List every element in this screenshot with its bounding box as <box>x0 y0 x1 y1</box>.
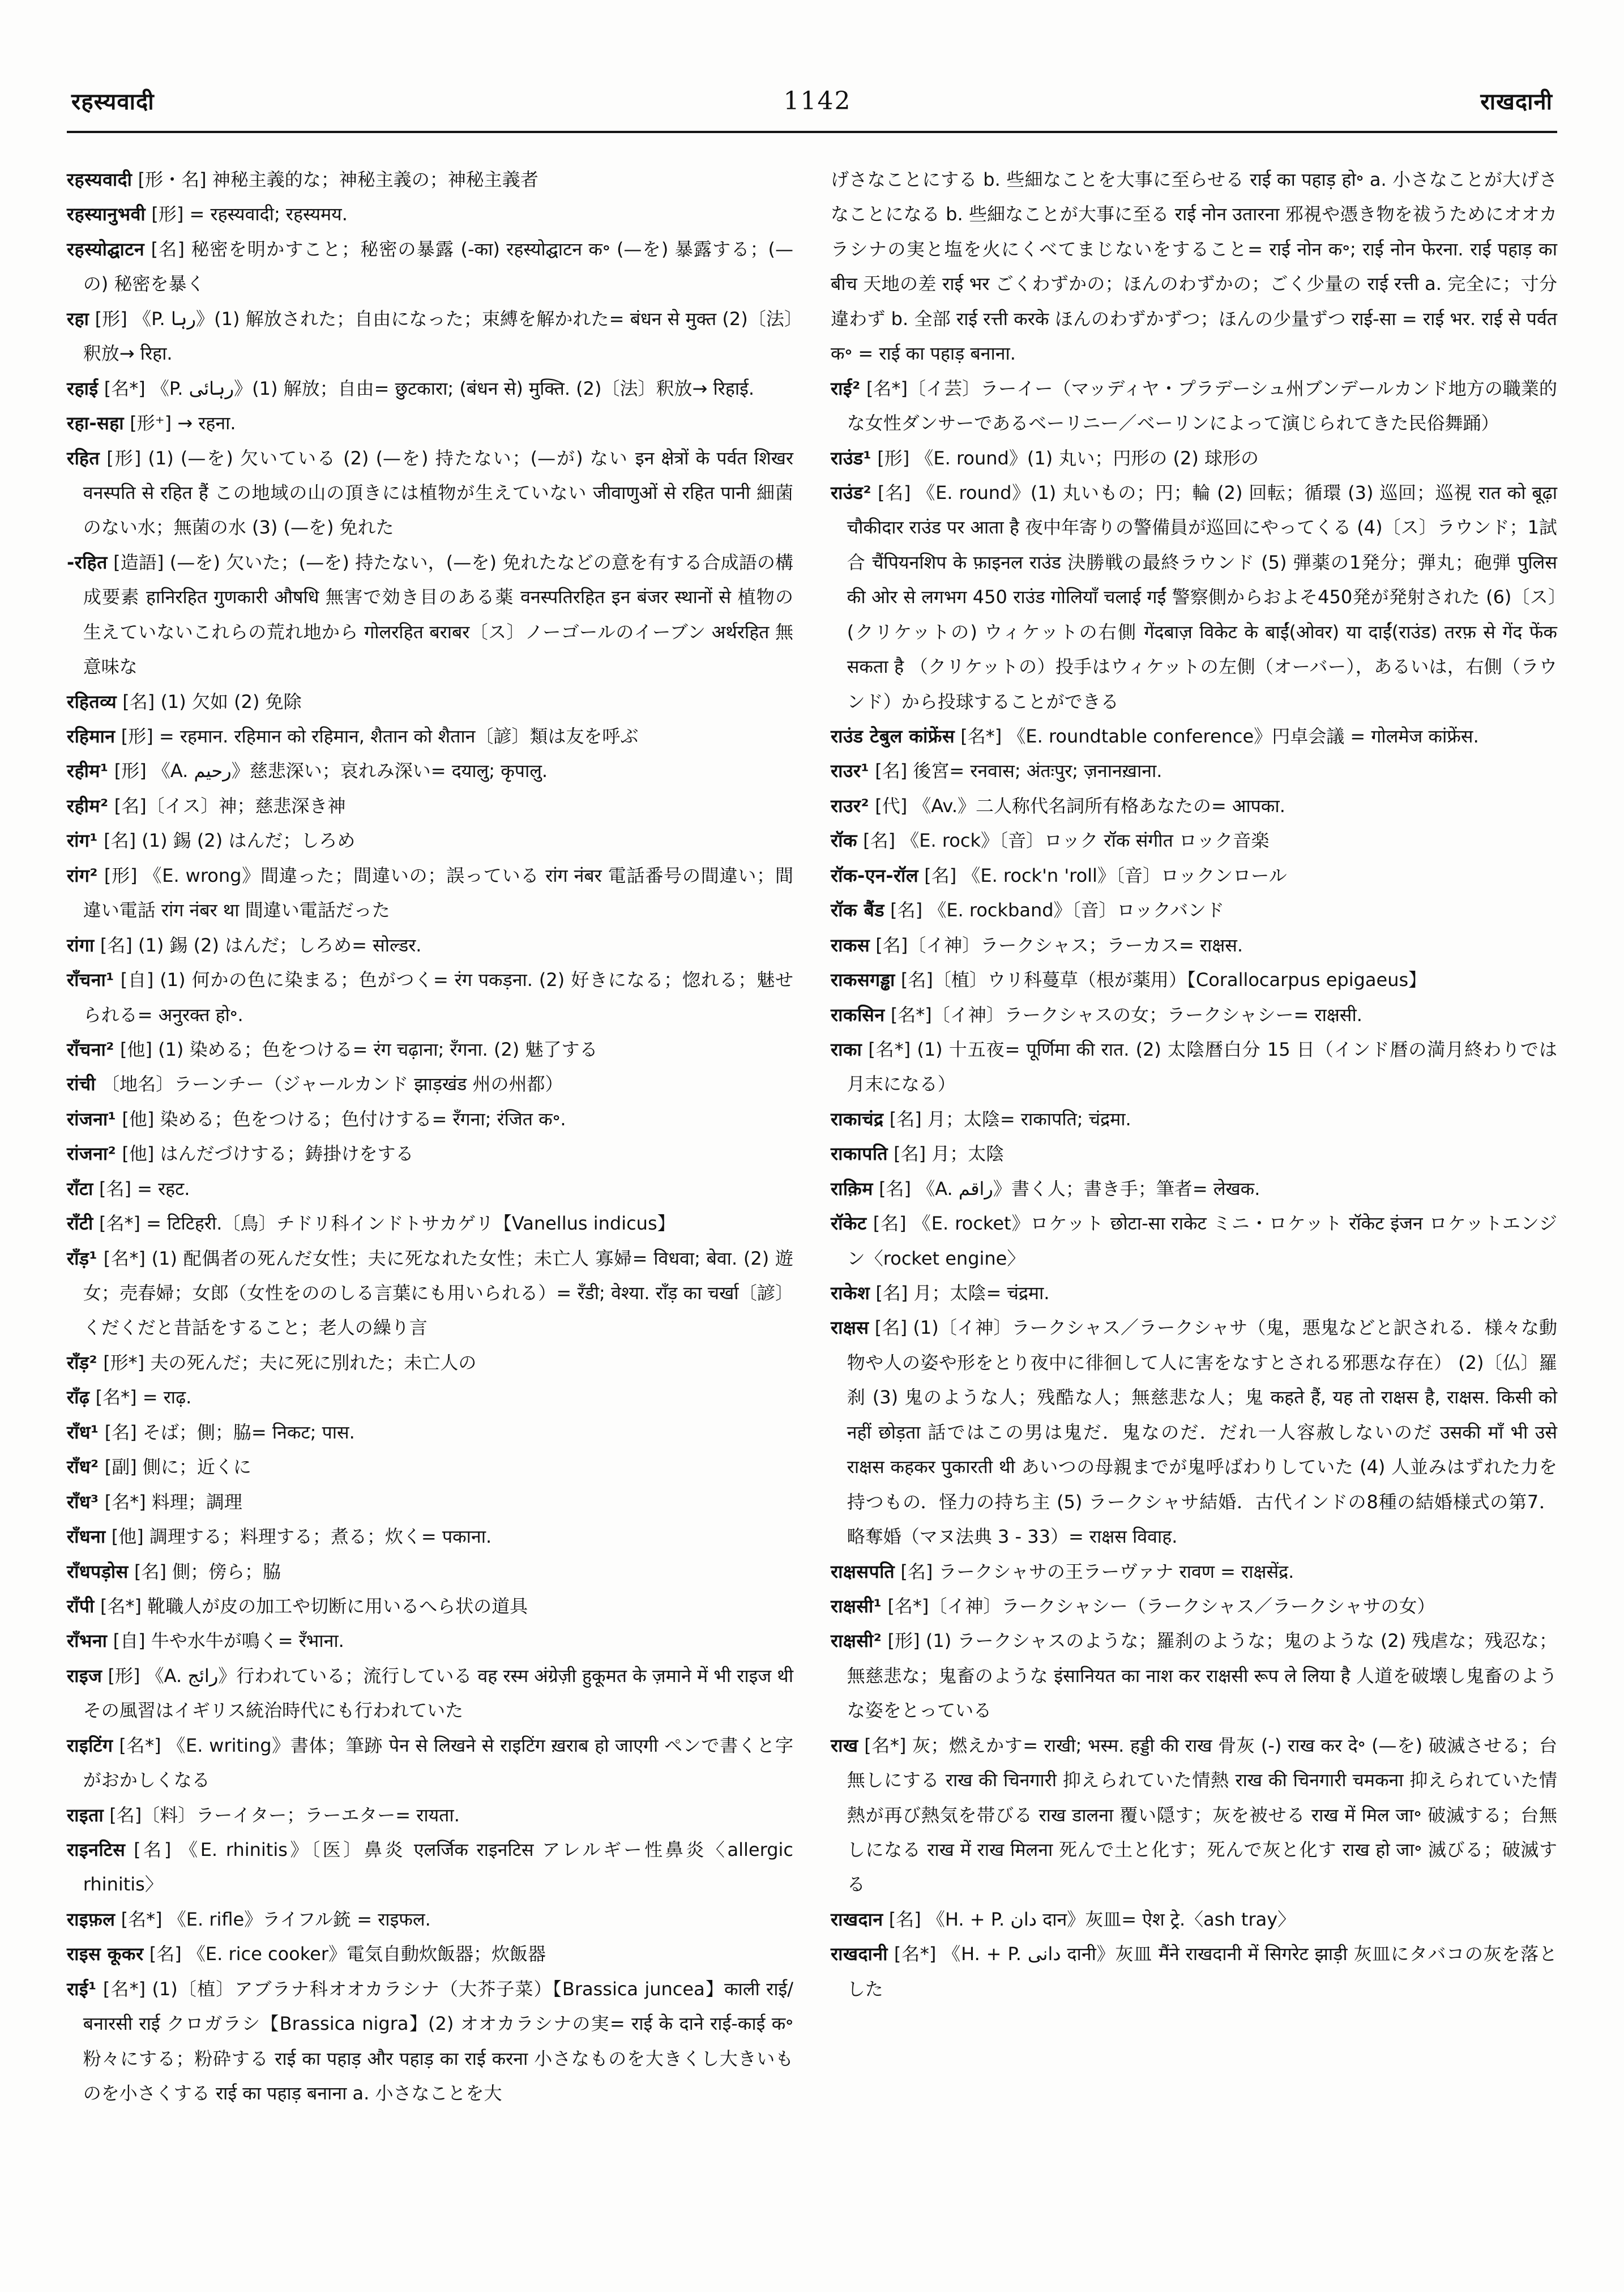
dictionary-entry: राइनटिस [名] 《E. rhinitis》〔医〕鼻炎 एलर्जिक राइनटिस アレルギー性鼻炎〈allergic rhinitis〉 <box>67 1839 793 1896</box>
dictionary-entry: राउंड टेबुल कांफ्रेंस [名*] 《E. roundtable conference》円卓会議 = गोलमेज कांफ्रेंस. <box>831 725 1479 747</box>
headword: राँध¹ <box>67 1421 99 1443</box>
headword: रांग¹ <box>67 830 98 852</box>
dictionary-entry: राई¹ [名*] (1)〔植〕アブラナ科オオカラシナ（大芥子菜）【Brassica juncea】काली राई/बनारसी राई クロガラシ【Brassica nigra】(2) オオカラシナの実= राई के दाने राई-काई क॰ 粉々にする；粉砕する राई का पहाड़ और पहाड़ का राई करना 小さなものを大きくし大きいものを小さくする राई का पहाड़ बनाना a. 小さなことを大 <box>67 1978 793 2105</box>
headword: राँचना² <box>67 1038 114 1060</box>
dictionary-entry: रहस्योद्घाटन [名] 秘密を明かすこと；秘密の暴露 (-का) रहस्योद्घाटन क॰ (—を) 暴露する；(—の) 秘密を暴く <box>67 238 793 295</box>
headword: राकसिन <box>831 1004 885 1026</box>
headword: राक्षसी¹ <box>831 1595 882 1617</box>
dictionary-entry: राँटी [名*] = टिटिहरी.〔鳥〕チドリ科インドトサカゲリ【Vanellus indicus】 <box>67 1213 676 1235</box>
dictionary-entry: राक्षसपति [名] ラークシャサの王ラーヴァナ रावण = राक्षसेंद्र. <box>831 1560 1294 1582</box>
dictionary-entry: राउर¹ [名] 後宮= रनवास; अंतःपुर; ज़नानख़ाना. <box>831 760 1163 782</box>
dictionary-entry: राकसगड्ढा [名]〔植〕ウリ科蔓草（根が薬用）【Corallocarpus epigaeus】 <box>831 969 1427 991</box>
headword: राक्षसी² <box>831 1630 882 1652</box>
dictionary-entry: रांगा [名] (1) 錫 (2) はんだ；しろめ= सोल्डर. <box>67 934 422 956</box>
dictionary-entry: रहस्यवादी [形・名] 神秘主義的な；神秘主義の；神秘主義者 <box>67 169 539 190</box>
headword: राकाचंद्र <box>831 1108 884 1130</box>
dictionary-entry: राकस [名]〔イ神〕ラークシャス；ラーカス= राक्षस. <box>831 934 1243 956</box>
dictionary-entry: रहस्यानुभवी [形] = रहस्यवादी; रहस्यमय. <box>67 203 348 225</box>
headword: राका <box>831 1038 862 1060</box>
dictionary-entry: राँटा [名] = रहट. <box>67 1177 190 1200</box>
headword: राउंड टेबुल कांफ्रेंस <box>831 725 955 747</box>
headword: राउंड² <box>831 481 872 503</box>
headword: रांगा <box>67 934 95 956</box>
dictionary-entry: रहितव्य [名] (1) 欠如 (2) 免除 <box>67 690 302 712</box>
dictionary-entry: राख [名*] 灰；燃えかす= राखी; भस्म. हड्डी की राख 骨灰 (-) राख कर दे॰ (—を) 破滅させる；台無しにする राख की चिनगारी 抑えられていた情熱 राख की चिनगारी चमकना 抑えられていた情熱が再び熱気を帯びる राख डालना 覆い隠す；灰を被せる राख में मिल जा॰ 破滅する；台無しになる राख में राख मिलना 死んで土と化す；死んで灰と化す राख हो जा॰ 滅びる；破滅する <box>831 1734 1557 1896</box>
headword: राकसगड्ढा <box>831 969 895 991</box>
dictionary-entry: राकाचंद्र [名] 月；太陰= राकापति; चंद्रमा. <box>831 1108 1131 1130</box>
dictionary-entry: रहिमान [形] = रहमान. रहिमान को रहिमान, शैतान को शैतान〔諺〕類は友を呼ぶ <box>67 725 639 747</box>
headword: राँधना <box>67 1526 106 1548</box>
text-columns <box>67 163 1557 2111</box>
dictionary-entry: रहाई [名*] 《P. رہائی》(1) 解放；自由= छुटकारा; (बंधन से) मुक्ति. (2)〔法〕釈放→ रिहाई. <box>67 377 755 399</box>
dictionary-entry: रांग² [形] 《E. wrong》間違った；間違いの；誤っている रांग नंबर 電話番号の間違い；間違い電話 रांग नंबर था 間違い電話だった <box>67 864 793 921</box>
dictionary-entry: राइज [形] 《A. رائج》行われている；流行している वह रस्म अंग्रेज़ी हुकूमत के ज़माने में भी राइज थी その風習はイギリス統治時代にも行われていた <box>67 1664 793 1722</box>
dictionary-entry: राका [名*] (1) 十五夜= पूर्णिमा की रात. (2) 太陰暦白分 15 日（インド暦の満月終わりでは月末になる） <box>831 1038 1557 1095</box>
dictionary-entry: राक्षसी¹ [名*]〔イ神〕ラークシャシー（ラークシャス／ラークシャサの女） <box>831 1595 1435 1617</box>
headword: रहीम² <box>67 795 109 817</box>
dictionary-entry: राइफ़ल [名*] 《E. rifle》ライフル銃 = राइफल. <box>67 1908 431 1930</box>
dictionary-entry: राकेश [名] 月；太陰= चंद्रमा. <box>831 1282 1050 1304</box>
headword: रॉकेट <box>831 1213 867 1235</box>
dictionary-entry: राखदान [名] 《H. + P. دان दान》灰皿= ऐश ट्रे.〈ash tray〉 <box>831 1908 1296 1930</box>
headword: रहस्योद्घाटन <box>67 238 145 260</box>
headword: रांची <box>67 1073 96 1095</box>
headword: रांजना¹ <box>67 1108 117 1130</box>
dictionary-entry: राखदानी [名*] 《H. + P. دانی दानी》灰皿 मैंने राखदानी में सिगरेट झाड़ी 灰皿にタバコの灰を落とした <box>831 1943 1557 2000</box>
dictionary-entry: राँधना [他] 調理する；料理する；煮る；炊く= पकाना. <box>67 1526 492 1548</box>
headword: राइटिंग <box>67 1734 113 1756</box>
headword: रहा <box>67 308 89 330</box>
dictionary-entry: रहीम² [名]〔イス〕神；慈悲深き神 <box>67 795 346 817</box>
dictionary-entry: राइता [名]〔料〕ラーイター；ラーエター= रायता. <box>67 1804 460 1826</box>
dictionary-entry: राक्षस [名] (1)〔イ神〕ラークシャス／ラークシャサ（鬼，悪鬼などと訳される．様々な動物や人の姿や形をとり夜中に徘徊して人に害をなすとされる邪悪な存在） (2)〔仏〕羅刹 (3) 鬼のような人；残酷な人；無慈悲な人；鬼 कहते हैं, यह तो राक्षस है, राक्षस. किसी को नहीं छोड़ता 話ではこの男は鬼だ．鬼なのだ．だれ一人容赦しないのだ उसकी माँ भी उसे राक्षस कहकर पुकारती थी あいつの母親までが鬼呼ばわりしていた (4) 人並みはずれた力を持つもの．怪力の持ち主 (5) ラークシャサ結婚．古代インドの8種の結婚様式の第7．略奪婚（マヌ法典 3 - 33）= राक्षस विवाह. <box>831 1317 1557 1548</box>
headword: रहस्यवादी <box>67 169 133 190</box>
headword: रहितव्य <box>67 690 117 712</box>
headword: राँड़¹ <box>67 1247 98 1269</box>
dictionary-entry: रहा [形] 《P. رہا》(1) 解放された；自由になった；束縛を解かれた= बंधन से मुक्त (2)〔法〕釈放→ रिहा. <box>67 308 793 365</box>
headword: रॉक-एन-रॉल <box>831 864 919 886</box>
dictionary-entry: राक़िम [名] 《A. راقم》書く人；書き手；筆者= लेखक. <box>831 1177 1260 1200</box>
dictionary-entry: रहा-सहा [形⁺] → रहना. <box>67 412 236 434</box>
headword: राक़िम <box>831 1177 873 1200</box>
dictionary-entry: राउर² [代] 《Av.》二人称代名詞所有格あなたの= आपका. <box>831 795 1285 817</box>
headword: रहिमान <box>67 725 116 747</box>
dictionary-entry: राँधपड़ोस [名] 側；傍ら；脇 <box>67 1560 281 1582</box>
headword: राइज <box>67 1664 102 1687</box>
headword: राकापति <box>831 1143 888 1165</box>
dictionary-entry: राउंड² [名] 《E. round》(1) 丸いもの；円；輪 (2) 回転；循環 (3) 巡回；巡視 रात को बूढ़ा चौकीदार राउंड पर आता है 夜中年寄りの警備員が巡回にやってくる (4)〔ス〕ラウンド；1試合 चैंपियनशिप के फ़ाइनल राउंड 決勝戦の最終ラウンド (5) 弾薬の1発分；弾丸；砲弾 पुलिस की ओर से लगभग 450 राउंड गोलियाँ चलाई गईं 警察側からおよそ450発が発射された (6)〔ス〕(クリケットの) ウィケットの右側 गेंदबाज़ विकेट के बाईं(ओवर) या दाईं(राउंड) तरफ़ से गेंद फेंक सकता है （クリケットの）投手はウィケットの左側（オーバー），あるいは，右側（ラウンド）から投球することができる <box>831 481 1557 712</box>
dictionary-entry: राँचना² [他] (1) 染める；色をつける= रंग चढ़ाना; रँगना. (2) 魅了する <box>67 1038 598 1060</box>
dictionary-entry: राँभना [自] 牛や水牛が鳴く= रँभाना. <box>67 1630 344 1652</box>
dictionary-entry: रांग¹ [名] (1) 錫 (2) はんだ；しろめ <box>67 830 356 852</box>
dictionary-entry: रांजना² [他] はんだづけする；鋳掛けをする <box>67 1143 414 1165</box>
guide-word-right: राखदानी <box>1480 89 1553 115</box>
headword: रहाई <box>67 377 99 399</box>
dictionary-entry: राकापति [名] 月；太陰 <box>831 1143 1005 1165</box>
dictionary-entry: रांजना¹ [他] 染める；色をつける；色付けする= रँगना; रंजित क॰. <box>67 1108 566 1130</box>
headword: राई¹ <box>67 1978 97 2000</box>
headword: राक्षस <box>831 1317 869 1339</box>
dictionary-entry: रॉक बैंड [名] 《E. rockband》〔音〕ロックバンド <box>831 899 1224 921</box>
dictionary-entry: रहित [形] (1) (—を) 欠いている (2) (—を) 持たない；(—が) ない इन क्षेत्रों के पर्वत शिखर वनस्पति से रहित हैं この地域の山の頂きには植物が生えていない जीवाणुओं से रहित पानी 細菌のない水；無菌の水 (3) (—を) 免れた <box>67 447 793 539</box>
headword: राकस <box>831 934 870 956</box>
dictionary-entry: -रहित [造語] (—を) 欠いた；(—を) 持たない，(—を) 免れたなどの意を有する合成語の構成要素 हानिरहित गुणकारी औषधि 無害で効き目のある薬 वनस्पतिरहित इन बंजर स्थानों से 植物の生えていないこれらの荒れ地から गोलरहित बराबर〔ス〕ノーゴールのイーブン अर्थरहित 無意味な <box>67 551 793 678</box>
dictionary-entry: राई² [名*]〔イ芸〕ラーイー（マッディヤ・プラデーシュ州ブンデールカンド地方の職業的な女性ダンサーであるベーリニー／ベーリンによって演じられてきた民俗舞踊） <box>831 377 1557 434</box>
dictionary-entry: राइस कूकर [名] 《E. rice cooker》電気自動炊飯器；炊飯器 <box>67 1943 546 1965</box>
headword: राखदानी <box>831 1943 888 1965</box>
headword: राई² <box>831 377 861 399</box>
guide-word-left: रहस्यवादी <box>71 89 155 115</box>
headword: राँध² <box>67 1456 99 1478</box>
dictionary-entry: राँढ़ [名*] = राढ़. <box>67 1386 192 1409</box>
headword: राक्षसपति <box>831 1560 895 1582</box>
dictionary-entry: राँध³ [名*] 料理；調理 <box>67 1491 242 1513</box>
dictionary-entry: रहीम¹ [形] 《A. رحيم》慈悲深い；哀れみ深い= दयालु; कृपालु. <box>67 760 548 782</box>
headword: रॉक <box>831 830 857 852</box>
headword: राइता <box>67 1804 104 1826</box>
headword: राँढ़ <box>67 1386 90 1409</box>
dictionary-entry: राँपी [名*] 靴職人が皮の加工や切断に用いるへら状の道具 <box>67 1595 528 1617</box>
dictionary-entry: रॉक [名] 《E. rock》〔音〕ロック रॉक संगीत ロック音楽 <box>831 830 1270 852</box>
headword: राइफ़ल <box>67 1908 116 1930</box>
dictionary-entry: राइटिंग [名*] 《E. writing》書体；筆跡 पेन से लिखने से राइटिंग ख़राब हो जाएगी ペンで書くと字がおかしくなる <box>67 1734 793 1791</box>
dictionary-entry: रॉक-एन-रॉल [名] 《E. rock'n 'roll》〔音〕ロックンロール <box>831 864 1287 886</box>
dictionary-entry: げさなことにする b. 些細なことを大事に至らせる राई का पहाड़ हो॰ a. 小さなことが大げさなことになる b. 些細なことが大事に至る राई नोन उतारना 邪視や憑き物を祓うためにオオカラシナの実と塩を火にくべてまじないをすること= राई नोन क॰; राई नोन फेरना. राई पहाड़ का बीच 天地の差 राई भर ごくわずかの；ほんのわずかの；ごく少量の राई रत्ती a. 完全に；寸分違わず b. 全部 राई रत्ती करके ほんのわずかずつ；ほんの少量ずつ राई-सा = राई भर. राई से पर्वत क॰ = राई का पहाड़ बनाना. <box>831 169 1557 365</box>
headword: राखदान <box>831 1908 883 1930</box>
headword: राँटी <box>67 1213 93 1235</box>
headword: रहित <box>67 447 100 469</box>
headword: राउंड¹ <box>831 447 872 469</box>
headword: राउर² <box>831 795 870 817</box>
headword: राउर¹ <box>831 760 870 782</box>
dictionary-entry: राँड़¹ [名*] (1) 配偶者の死んだ女性；夫に死なれた女性；未亡人 寡婦= विधवा; बेवा. (2) 遊女；売春婦；女郎（女性をののしる言葉にも用いられる）= रँडी; वेश्या. राँड़ का चर्खा〔諺〕くだくだと昔話をすること；老人の繰り言 <box>67 1247 793 1339</box>
dictionary-entry: राउंड¹ [形] 《E. round》(1) 丸い；円形の (2) 球形の <box>831 447 1259 469</box>
headword: राख <box>831 1734 858 1756</box>
headword: राँध³ <box>67 1491 99 1513</box>
dictionary-entry: राँचना¹ [自] (1) 何かの色に染まる；色がつく= रंग पकड़ना. (2) 好きになる；惚れる；魅せられる= अनुरक्त हो॰. <box>67 969 793 1026</box>
headword: राइनटिस <box>67 1839 126 1860</box>
headword: रांजना² <box>67 1143 117 1165</box>
headword: -रहित <box>67 551 108 573</box>
page-number: 1142 <box>783 87 852 116</box>
dictionary-entry: राकसिन [名*]〔イ神〕ラークシャスの女；ラークシャシー= राक्षसी. <box>831 1004 1362 1026</box>
column-right <box>831 163 1557 2111</box>
dictionary-entry: राँड़² [形*] 夫の死んだ；夫に死に別れた；未亡人の <box>67 1351 477 1373</box>
headword: राँचना¹ <box>67 969 114 991</box>
headword: रहा-सहा <box>67 412 125 434</box>
dictionary-entry: राक्षसी² [形] (1) ラークシャスのような；羅刹のような；鬼のような (2) 残虐な；残忍な；無慈悲な；鬼畜のような इंसानियत का नाश कर राक्षसी रूप ले लिया है 人道を破壊し鬼畜のような姿をとっている <box>831 1630 1557 1722</box>
headword: रहीम¹ <box>67 760 109 782</box>
headword: राइस कूकर <box>67 1943 144 1965</box>
headword: रहस्यानुभवी <box>67 203 146 225</box>
header-rule <box>67 131 1557 133</box>
dictionary-entry: राँध¹ [名] そば；側；脇= निकट; पास. <box>67 1421 355 1443</box>
headword: रॉक बैंड <box>831 899 884 921</box>
dictionary-entry: रांची 〔地名〕ラーンチー（ジャールカンド झाड़खंड 州の州都） <box>67 1073 563 1095</box>
dictionary-entry: रॉकेट [名] 《E. rocket》ロケット छोटा-सा राकेट ミニ・ロケット रॉकेट इंजन ロケットエンジン〈rocket engine〉 <box>831 1213 1557 1269</box>
dictionary-entry: राँध² [副] 側に；近くに <box>67 1456 251 1478</box>
headword: राकेश <box>831 1282 870 1304</box>
headword: राँपी <box>67 1595 95 1617</box>
headword: राँभना <box>67 1630 108 1652</box>
page-header <box>67 85 1557 116</box>
headword: राँधपड़ोस <box>67 1560 129 1582</box>
headword: राँड़² <box>67 1351 98 1373</box>
column-left <box>67 163 793 2111</box>
headword: रांग² <box>67 864 98 886</box>
headword: राँटा <box>67 1177 93 1200</box>
